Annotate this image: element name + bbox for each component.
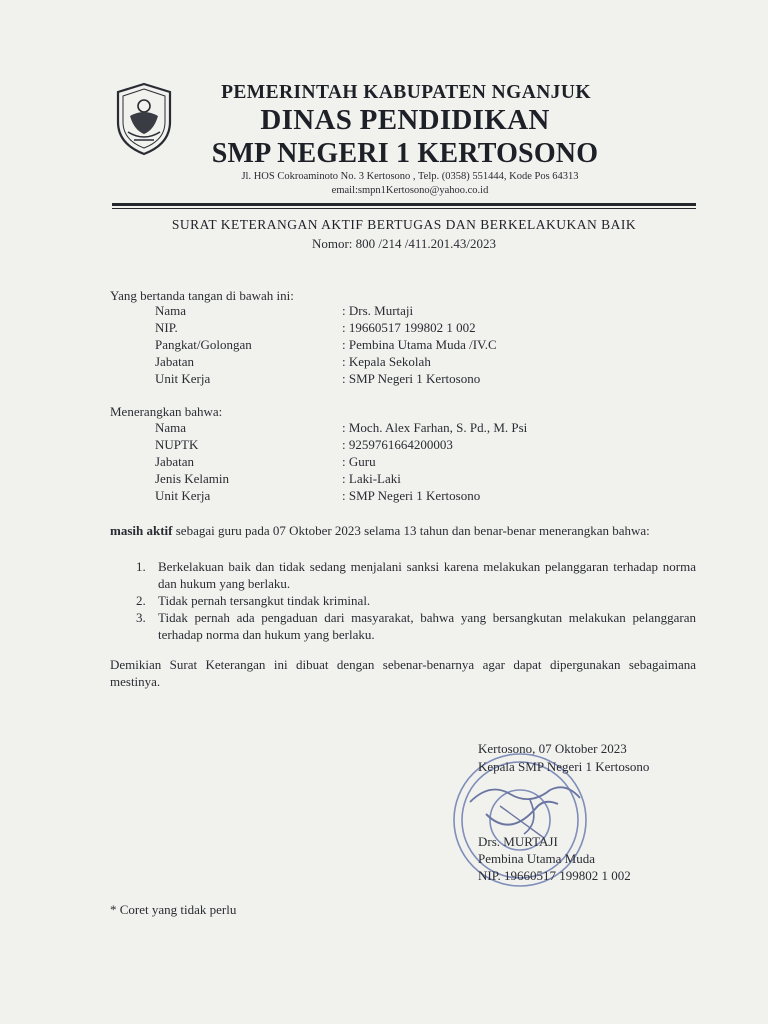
footnote: * Coret yang tidak perlu <box>110 902 237 917</box>
signer-row <box>155 354 675 371</box>
list-text: Tidak pernah ada pengaduan dari masyarakat, bahwa yang bersangkutan melakukan pelanggaran terhadap norma dan hukum yang berlaku. <box>158 610 696 642</box>
letter-title: SURAT KETERANGAN AKTIF BERTUGAS DAN BERKELAKUKAN BAIK <box>171 217 637 232</box>
signer-row <box>155 303 675 320</box>
subject-intro: Menerangkan bahwa: <box>110 404 223 419</box>
letter-number: Nomor: 800 /214 /411.201.43/2023 <box>311 236 497 251</box>
field-value: : 9259761664200003 <box>342 437 453 453</box>
field-value: : Moch. Alex Farhan, S. Pd., M. Psi <box>342 420 527 436</box>
field-label: Pangkat/Golongan <box>155 337 252 352</box>
list-item <box>110 558 696 592</box>
list-text: Tidak pernah tersangkut tindak kriminal. <box>158 593 371 608</box>
list-number: 1. <box>136 559 146 574</box>
subject-row <box>155 420 675 437</box>
list-number: 3. <box>136 610 146 625</box>
signature-rank: Pembina Utama Muda <box>478 851 595 866</box>
field-label: Nama <box>155 420 187 435</box>
list-item <box>110 609 696 643</box>
closing-paragraph: Demikian Surat Keterangan ini dibuat dengan sebenar-benarnya agar dapat dipergunakan sebagaimana mestinya. <box>110 657 696 689</box>
field-value: : Laki-Laki <box>342 471 401 487</box>
field-value: : Pembina Utama Muda /IV.C <box>342 337 497 353</box>
field-value: : SMP Negeri 1 Kertosono <box>342 371 480 387</box>
letterhead-address: Jl. HOS Cokroaminoto No. 3 Kertosono , Telp. (0358) 551444, Kode Pos 64313 <box>241 171 579 182</box>
letterhead-government: PEMERINTAH KABUPATEN NGANJUK <box>221 82 591 103</box>
field-label: Jabatan <box>155 454 194 469</box>
field-label: NUPTK <box>155 437 199 452</box>
subject-row <box>155 454 675 471</box>
letterhead-divider <box>112 203 696 206</box>
field-value: : Guru <box>342 454 376 470</box>
regency-emblem-icon <box>114 82 174 156</box>
field-label: NIP. <box>155 320 178 335</box>
statement-emphasis: masih aktif <box>110 523 173 538</box>
list-number: 2. <box>136 593 146 608</box>
list-text: Berkelakuan baik dan tidak sedang menjalani sanksi karena melakukan pelanggaran terhadap norma dan hukum yang berlaku. <box>158 559 696 591</box>
signer-row <box>155 320 675 337</box>
letterhead-department: DINAS PENDIDIKAN <box>260 104 550 136</box>
subject-row <box>155 437 675 454</box>
subject-row <box>155 471 675 488</box>
list-item <box>110 592 696 609</box>
field-value: : Drs. Murtaji <box>342 303 413 319</box>
field-label: Unit Kerja <box>155 371 211 386</box>
signer-row <box>155 337 675 354</box>
signature-name: Drs. MURTAJI <box>478 834 558 849</box>
statement-text: sebagai guru pada 07 Oktober 2023 selama 13 tahun dan benar-benar menerangkan bahwa: <box>172 523 650 538</box>
statement-points <box>110 558 696 643</box>
signature-place-date: Kertosono, 07 Oktober 2023 <box>478 741 627 756</box>
field-value: : 19660517 199802 1 002 <box>342 320 476 336</box>
subject-row <box>155 488 675 505</box>
field-value: : SMP Negeri 1 Kertosono <box>342 488 480 504</box>
signature-nip: NIP. 19660517 199802 1 002 <box>478 868 631 883</box>
field-label: Unit Kerja <box>155 488 211 503</box>
letterhead-school: SMP NEGERI 1 KERTOSONO <box>211 138 599 169</box>
letterhead-email: email:smpn1Kertosono@yahoo.co.id <box>331 185 489 196</box>
signature-position: Kepala SMP Negeri 1 Kertosono <box>478 759 650 774</box>
signer-intro: Yang bertanda tangan di bawah ini: <box>110 288 294 303</box>
field-label: Nama <box>155 303 187 318</box>
field-value: : Kepala Sekolah <box>342 354 431 370</box>
letterhead-divider-thin <box>112 208 696 209</box>
field-label: Jenis Kelamin <box>155 471 230 486</box>
field-label: Jabatan <box>155 354 194 369</box>
statement-paragraph <box>110 522 696 539</box>
signer-row <box>155 371 675 388</box>
